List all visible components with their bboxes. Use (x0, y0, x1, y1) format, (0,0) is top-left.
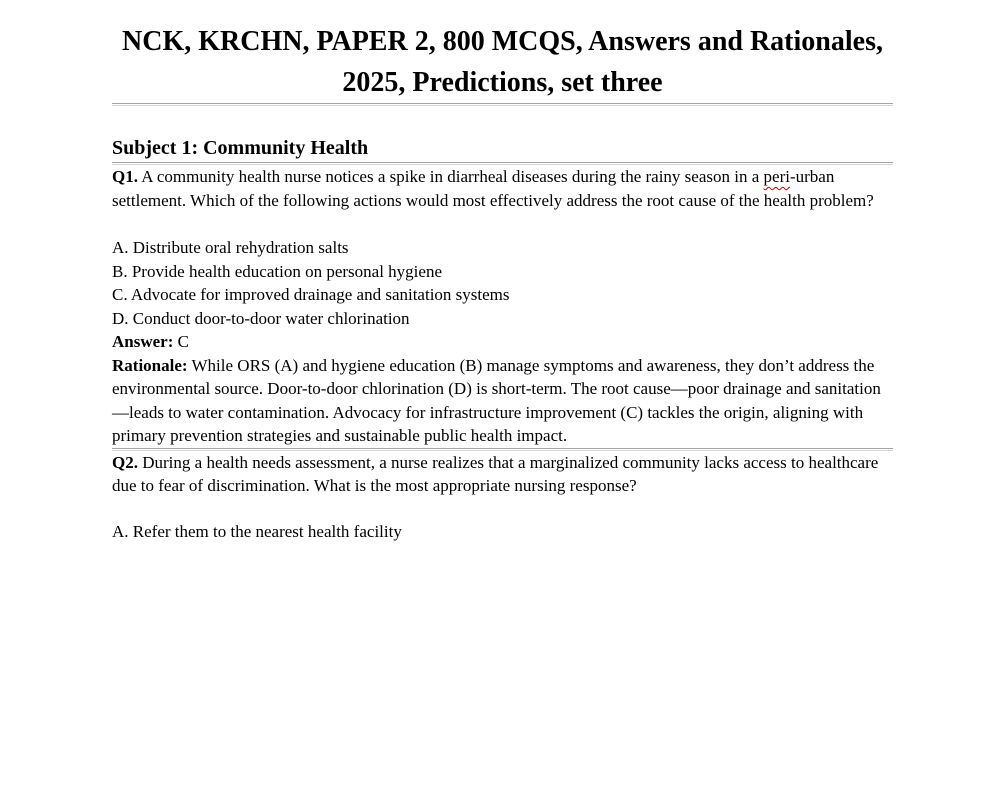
question-1-body-post: -urban settlement. Which of the following actions would most effectively address the root cause of the health problem? (112, 167, 874, 210)
question-2-options (112, 520, 893, 544)
question-1-option-d: D. Conduct door-to-door water chlorination (112, 308, 410, 328)
question-1-answer-label: Answer: (112, 332, 174, 351)
question-2-label: Q2. (112, 452, 138, 472)
document-title: NCK, KRCHN, PAPER 2, 800 MCQS, Answers and Rationales, 2025, Predictions, set three (122, 26, 883, 98)
question-1-rationale-label: Rationale: (112, 355, 188, 375)
section-heading: Subject 1: Community Health (112, 137, 369, 159)
question-1-rationale (112, 354, 893, 448)
question-2-body: During a health needs assessment, a nurse realizes that a marginalized community lacks access to healthcare due to fear of discrimination. What is the most appropriate nursing response? (112, 452, 879, 495)
question-1-answer-value: C (177, 332, 189, 351)
question-1-label: Q1. (112, 167, 138, 186)
question-1-option-b: B. Provide health education on personal hygiene (112, 261, 442, 281)
document-content (112, 0, 893, 543)
question-1-text (112, 165, 893, 212)
question-1-options (112, 236, 893, 330)
title-divider (112, 103, 893, 106)
question-1-body-pre: A community health nurse notices a spike in diarrheal diseases during the rainy season in a (141, 167, 764, 186)
question-2-option-a: A. Refer them to the nearest health facility (112, 521, 402, 541)
question-2-text (112, 451, 893, 498)
question-1-answer (112, 330, 893, 354)
question-1-misspelled-word: peri (763, 167, 790, 186)
question-1-rationale-text: While ORS (A) and hygiene education (B) manage symptoms and awareness, they don’t address the environmental source. Door-to-door chlorination (D) is short-term. The root cause—poor drainage and sanitation—leads to water contamination. Advocacy for infrastructure improvement (C) tackles the origin, aligning with primary prevention strategies and sustainable public health impact. (112, 355, 881, 445)
question-1-option-c: C. Advocate for improved drainage and sanitation systems (112, 285, 510, 304)
question-1-option-a: A. Distribute oral rehydration salts (112, 238, 349, 257)
